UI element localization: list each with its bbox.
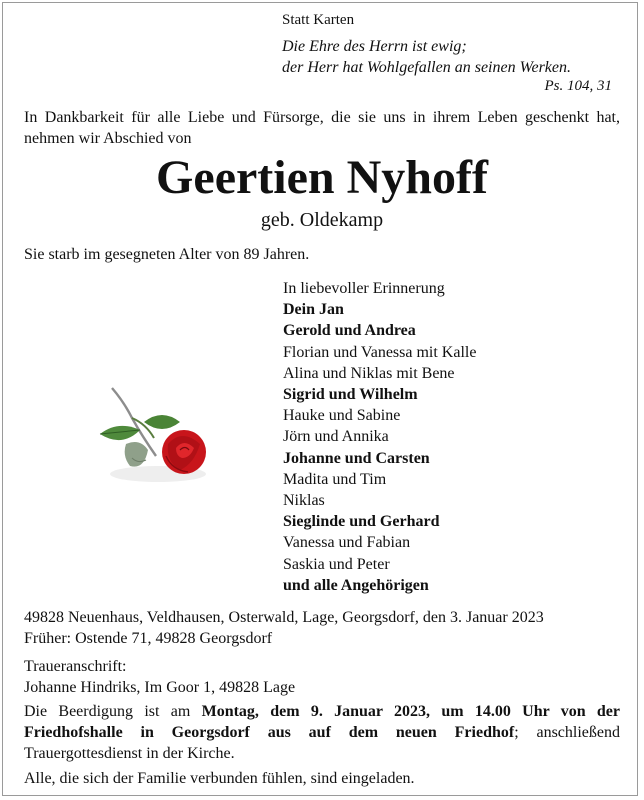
verse-reference: Ps. 104, 31 [544, 78, 612, 94]
family-member-line: Sieglinde und Gerhard [283, 513, 440, 531]
verse-line-1: Die Ehre des Herrn ist ewig; [282, 38, 467, 55]
bible-verse [282, 36, 612, 78]
mourning-address [24, 656, 295, 698]
funeral-text-start: Die Beerdigung ist am [24, 703, 202, 720]
family-member-line: Madita und Tim [283, 470, 387, 488]
place-and-date-block [24, 607, 544, 649]
family-member-line: Johanne und Carsten [283, 449, 430, 467]
family-member-line: Jörn und Annika [283, 428, 389, 446]
rose-graphic [96, 378, 216, 488]
family-member-line: Saskia und Peter [283, 555, 390, 573]
family-list [283, 278, 476, 596]
verse-line-2: der Herr hat Wohlgefallen an seinen Werken. [282, 59, 571, 76]
family-member-line: Sigrid und Wilhelm [283, 386, 418, 404]
invitation-text: Alle, die sich der Familie verbunden fühlen, sind eingeladen. [24, 770, 415, 787]
red-rose-icon [96, 378, 216, 488]
intro-text: In Dankbarkeit für alle Liebe und Fürsorge, die sie uns in ihrem Leben geschenkt hat, nehmen wir Abschied von [24, 109, 620, 147]
age-text: Sie starb im gesegneten Alter von 89 Jahren. [24, 246, 310, 263]
former-address: Früher: Ostende 71, 49828 Georgsdorf [24, 630, 273, 647]
family-member-line: Niklas [283, 492, 325, 510]
statt-karten: Statt Karten [282, 12, 355, 28]
family-member-line: Gerold und Andrea [283, 322, 416, 340]
family-member-line: Vanessa und Fabian [283, 534, 411, 552]
funeral-date-place: Montag, dem 9. Januar 2023, um 14.00 Uhr von der Friedhofshalle in Georgsdorf aus auf dem neuen Friedhof [24, 703, 620, 741]
family-member-line: Hauke und Sabine [283, 407, 401, 425]
funeral-info [24, 701, 620, 764]
mourning-address-value: Johanne Hindriks, Im Goor 1, 49828 Lage [24, 679, 296, 696]
place-date: 49828 Neuenhaus, Veldhausen, Osterwald, Lage, Georgsdorf, den 3. Januar 2023 [24, 609, 544, 626]
family-member-line: und alle Angehörigen [283, 576, 429, 594]
mourning-address-label: Traueranschrift: [24, 658, 127, 675]
family-member-line: Alina und Niklas mit Bene [283, 364, 455, 382]
family-member-line: Florian und Vanessa mit Kalle [283, 343, 477, 361]
funeral-text-end: ; anschließend Trauergottesdienst in der Kirche. [24, 724, 620, 762]
family-member-line: In liebevoller Erinnerung [283, 280, 445, 297]
deceased-name: Geertien Nyhoff [156, 151, 488, 204]
family-member-line: Dein Jan [283, 301, 344, 319]
birth-name: geb. Oldekamp [260, 209, 384, 231]
